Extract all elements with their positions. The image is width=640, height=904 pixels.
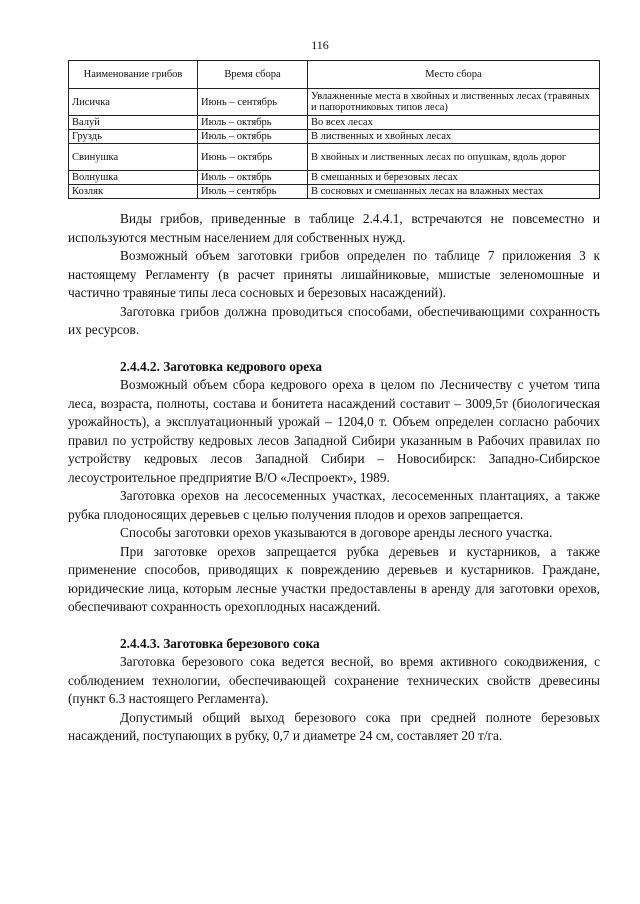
cell-name: Козляк (69, 185, 198, 199)
header-collection-place: Место сбора (308, 61, 600, 89)
cell-place: Увлажненные места в хвойных и лиственных лесах (травяных и папоротниковых типов леса) (308, 89, 600, 116)
section-heading-cedar-nut: 2.4.4.2. Заготовка кедрового ореха (120, 358, 323, 374)
cell-time: Июль – октябрь (198, 116, 308, 130)
cell-name: Груздь (69, 130, 198, 144)
paragraph: Виды грибов, приведенные в таблице 2.4.4.1, встречаются не повсеместно и используются местным населением для собственных нужд. (68, 211, 600, 245)
table-row (69, 116, 600, 130)
paragraph: Способы заготовки орехов указываются в договоре аренды лесного участка. (120, 525, 553, 540)
cell-place: В хвойных и лиственных лесах по опушкам, вдоль дорог (308, 144, 600, 171)
cell-time: Июль – октябрь (198, 171, 308, 185)
paragraph: Возможный объем заготовки грибов определен по таблице 7 приложения 3 к настоящему Регламенту (в расчет приняты лишайниковые, мшистые зеленомошные и частично травяные типы леса сосновых и березовых насаждений). (68, 248, 600, 300)
section-heading-birch-sap: 2.4.4.3. Заготовка березового сока (120, 635, 320, 651)
cell-time: Июль – сентябрь (198, 185, 308, 199)
table-row (69, 130, 600, 144)
table-row (69, 89, 600, 116)
cell-time: Июнь – октябрь (198, 144, 308, 171)
header-mushroom-name: Наименование грибов (69, 61, 198, 89)
header-collection-time: Время сбора (198, 61, 308, 89)
paragraph: Возможный объем сбора кедрового ореха в целом по Лесничеству с учетом типа леса, возраста, полноты, состава и бонитета насаждений составит – 3009,5т (биологическая урожайность), а эксплуатационный урожай – 1204,0 т. Объем определен согласно рабочих правил по устройству кедровых лесов Западной Сибири указанным в Рабочих правилах по устройству кедровых лесов Западной Сибири – Новосибирск: Западно-Сибирское лесоустроительное предприятие В/О «Леспроект», 1989. (68, 377, 600, 485)
cell-name: Свинушка (69, 144, 198, 171)
cell-name: Лисичка (69, 89, 198, 116)
paragraph: Заготовка березового сока ведется весной, во время активного сокодвижения, с соблюдением технологии, обеспечивающей сохранение технических свойств древесины (пункт 6.3 настоящего Регламента). (68, 654, 600, 706)
mushroom-table (68, 60, 600, 199)
cell-place: В сосновых и смешанных лесах на влажных местах (308, 185, 600, 199)
cell-place: В смешанных и березовых лесах (308, 171, 600, 185)
body-text (68, 210, 600, 746)
page-number: 116 (311, 38, 329, 52)
table-row (69, 144, 600, 171)
table-row (69, 185, 600, 199)
paragraph: Допустимый общий выход березового сока при средней полноте березовых насаждений, поступающих в рубку, 0,7 и диаметре 24 см, составляет 20 т/га. (68, 709, 600, 743)
cell-place: В лиственных и хвойных лесах (308, 130, 600, 144)
cell-time: Июль – октябрь (198, 130, 308, 144)
cell-name: Валуй (69, 116, 198, 130)
paragraph: Заготовка грибов должна проводиться способами, обеспечивающими сохранность их ресурсов. (68, 303, 600, 337)
paragraph: Заготовка орехов на лесосеменных участках, лесосеменных плантациях, а также рубка плодоносящих деревьев с целью получения плодов и орехов запрещается. (68, 488, 600, 522)
table-header-row (69, 61, 600, 89)
cell-name: Волнушка (69, 171, 198, 185)
paragraph: При заготовке орехов запрещается рубка деревьев и кустарников, а также применение способов, приводящих к повреждению деревьев и кустарников. Граждане, юридические лица, которым лесные участки предоставлены в аренду для заготовки орехов, обеспечивают сохранность орехоплодных насаждений. (68, 543, 600, 614)
cell-place: Во всех лесах (308, 116, 600, 130)
cell-time: Июнь – сентябрь (198, 89, 308, 116)
table-row (69, 171, 600, 185)
